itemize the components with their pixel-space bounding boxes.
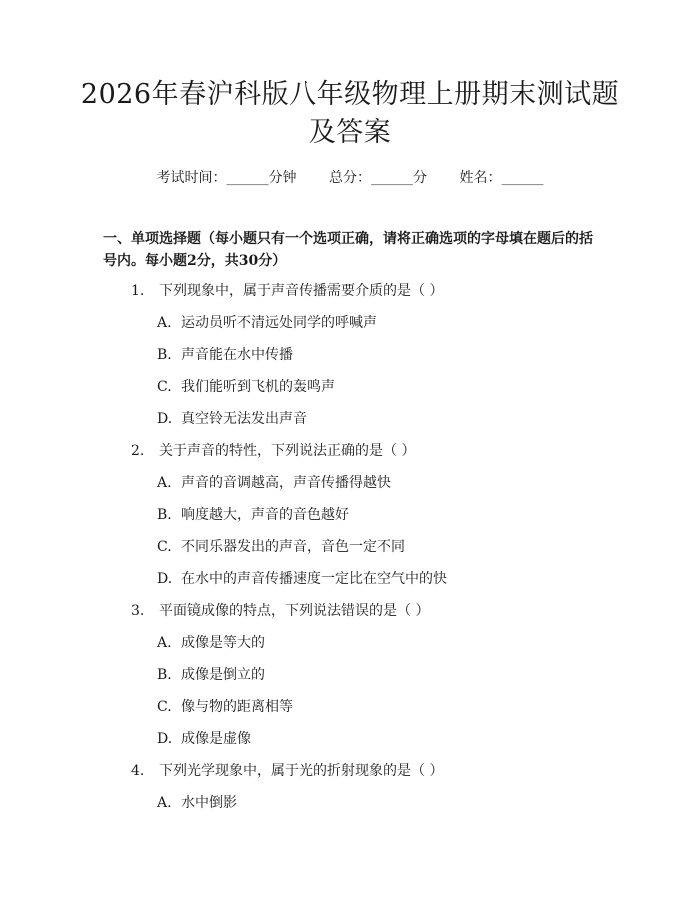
total-score-field: 总分：______分 <box>329 170 427 186</box>
question-number: 1. <box>131 283 145 299</box>
question-1 <box>131 281 443 301</box>
option-text: 水中倒影 <box>181 795 237 811</box>
option-letter: A. <box>157 475 172 491</box>
question-3 <box>131 601 429 621</box>
question-2-option-d <box>157 569 447 589</box>
option-text: 像与物的距离相等 <box>181 699 293 715</box>
option-text: 成像是虚像 <box>181 731 251 747</box>
question-3-option-c <box>157 697 293 717</box>
title-line-1: 2026年春沪科版八年级物理上册期末测试题 <box>80 79 620 110</box>
question-3-option-a <box>157 633 265 653</box>
question-2-option-b <box>157 505 349 525</box>
option-letter: B. <box>157 667 172 683</box>
option-text: 真空铃无法发出声音 <box>181 411 307 427</box>
option-letter: C. <box>157 379 172 395</box>
question-2-option-a <box>157 473 391 493</box>
exam-meta <box>0 168 700 188</box>
option-letter: A. <box>157 795 172 811</box>
option-letter: C. <box>157 699 172 715</box>
question-text: 下列光学现象中，属于光的折射现象的是（ ） <box>159 763 444 779</box>
student-name-field: 姓名：______ <box>459 170 544 186</box>
option-letter: A. <box>157 635 172 651</box>
option-text: 不同乐器发出的声音，音色一定不同 <box>181 539 405 555</box>
question-1-option-c <box>157 377 335 397</box>
option-letter: A. <box>157 315 172 331</box>
question-2 <box>131 441 415 461</box>
question-number: 2. <box>131 443 145 459</box>
question-text: 下列现象中，属于声音传播需要介质的是（ ） <box>159 283 444 299</box>
question-4-option-a <box>157 793 237 813</box>
option-letter: D. <box>157 731 173 747</box>
page-title <box>60 76 640 152</box>
question-number: 3. <box>131 603 145 619</box>
option-letter: D. <box>157 571 173 587</box>
option-letter: C. <box>157 539 172 555</box>
option-text: 声音的音调越高，声音传播得越快 <box>181 475 391 491</box>
option-text: 响度越大，声音的音色越好 <box>181 507 349 523</box>
question-text: 关于声音的特性，下列说法正确的是（ ） <box>159 443 416 459</box>
exam-time-field: 考试时间：______分钟 <box>156 170 297 186</box>
question-1-option-d <box>157 409 307 429</box>
option-letter: B. <box>157 347 172 363</box>
option-text: 我们能听到飞机的轰鸣声 <box>181 379 335 395</box>
question-text: 平面镜成像的特点，下列说法错误的是（ ） <box>159 603 430 619</box>
option-text: 成像是倒立的 <box>181 667 265 683</box>
option-text: 在水中的声音传播速度一定比在空气中的快 <box>181 571 447 587</box>
question-1-option-b <box>157 345 293 365</box>
option-text: 成像是等大的 <box>181 635 265 651</box>
title-line-2: 及答案 <box>308 117 392 148</box>
question-3-option-d <box>157 729 251 749</box>
question-1-option-a <box>157 313 377 333</box>
option-letter: B. <box>157 507 172 523</box>
option-text: 运动员听不清远处同学的呼喊声 <box>181 315 377 331</box>
question-3-option-b <box>157 665 265 685</box>
question-2-option-c <box>157 537 405 557</box>
option-letter: D. <box>157 411 173 427</box>
question-number: 4. <box>131 763 145 779</box>
question-4 <box>131 761 443 781</box>
section-heading: 一、单项选择题（每小题只有一个选项正确，请将正确选项的字母填在题后的括号内。每小题2分，共30分） <box>103 231 593 269</box>
option-text: 声音能在水中传播 <box>181 347 293 363</box>
